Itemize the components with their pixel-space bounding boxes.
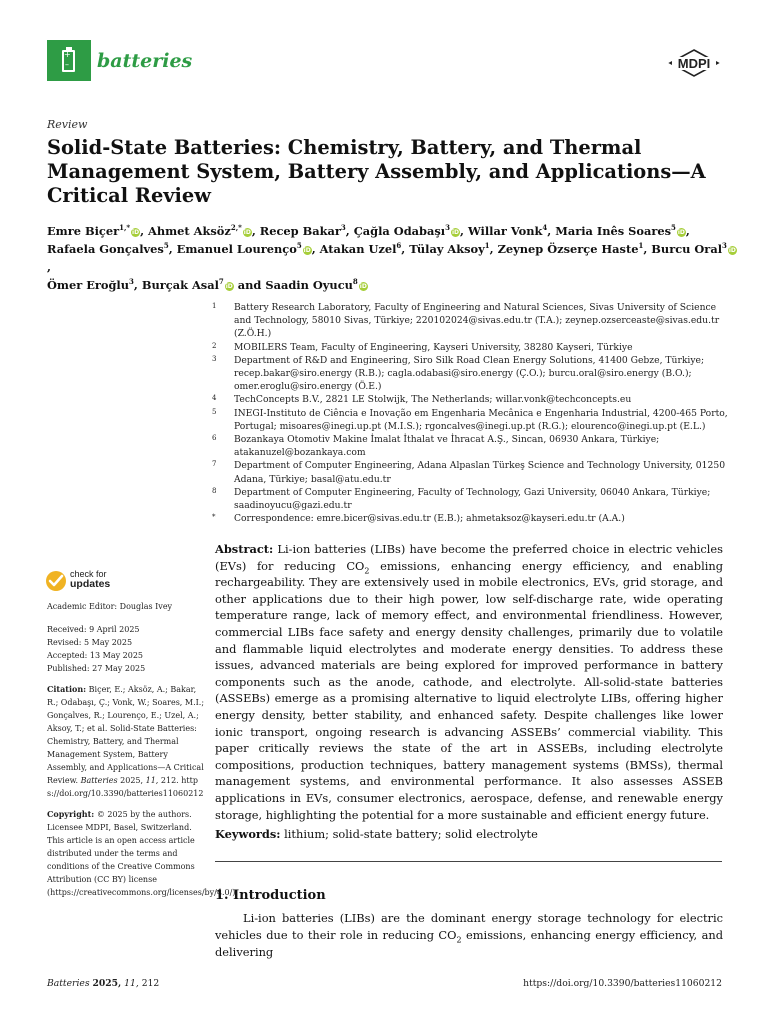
- orcid-icon[interactable]: iD: [243, 229, 251, 236]
- author-separator: ,: [401, 242, 410, 256]
- citation-block: [47, 683, 207, 800]
- author-separator: and: [233, 278, 266, 292]
- author-affiliation-marker: 3: [445, 223, 450, 233]
- affiliation-item: [210, 301, 730, 341]
- intro-subscript: 2: [456, 935, 462, 945]
- author-affiliation-marker: 8: [352, 277, 358, 287]
- author-affiliation-marker: 7: [218, 277, 224, 287]
- mdpi-logo: [666, 48, 722, 78]
- author-separator: ,: [251, 224, 260, 238]
- plus-icon: +: [64, 50, 71, 59]
- footer-volume: 11,: [124, 978, 139, 989]
- author-separator: ,: [345, 224, 354, 238]
- author-name: Atakan Uzel: [319, 242, 397, 256]
- affiliation-number: 7: [212, 460, 217, 469]
- author-affiliation-marker: 4: [542, 223, 548, 233]
- revised-date: Revised: 5 May 2025: [47, 638, 133, 647]
- affiliation-number: *: [212, 513, 216, 522]
- intro-text-1: Li-ion batteries (LIBs) are the dominant energy storage technology for electric vehicles due to their role in reducing CO: [215, 911, 723, 942]
- journal-name: batteries: [97, 50, 193, 72]
- affiliation-list: [210, 301, 730, 525]
- footer-journal: Batteries: [47, 978, 90, 989]
- affiliation-text: INEGI-Instituto de Ciência e Inovação em Engenharia Mecânica e Engenharia Industrial, 4200-465 Porto, Portugal; misoares@inegi.up.pt (M.I.S.); rgoncalves@inegi.up.pt (R.G.); elourenco@inegi.up.pt (E.L.): [234, 407, 728, 432]
- intro-text-2: emissions, enhancing energy efficiency, and delivering: [215, 928, 723, 959]
- affiliation-number: 4: [212, 394, 217, 403]
- academic-editor: Academic Editor: Douglas Ivey: [47, 602, 173, 611]
- author-name: Saadin Oyucu: [265, 278, 353, 292]
- check-label-line2: updates: [70, 578, 111, 590]
- author-separator: ,: [460, 224, 468, 238]
- affiliation-item: [210, 486, 730, 512]
- author-separator: ,: [47, 260, 51, 274]
- author-separator: ,: [547, 224, 556, 238]
- affiliation-item: [210, 433, 730, 459]
- citation-label: Citation:: [47, 684, 87, 694]
- minus-icon: –: [65, 60, 69, 69]
- author-name: Çağla Odabaşı: [353, 224, 446, 238]
- check-label-line1: check for: [70, 569, 107, 579]
- orcid-icon[interactable]: iD: [303, 247, 311, 254]
- author-list: [47, 222, 737, 294]
- author-name: Emre Biçer: [47, 224, 120, 238]
- author-name: Ömer Eroğlu: [47, 278, 130, 292]
- keywords: [215, 826, 723, 842]
- author-name: Willar Vonk: [467, 224, 543, 238]
- footer-citation: [47, 978, 159, 989]
- affiliation-text: Bozankaya Otomotiv Makine İmalat İthalat ve İhracat A.Ş., Sincan, 06930 Ankara, Türkiye; atakanuzel@bozankaya.com: [234, 434, 660, 459]
- citation-doi-link[interactable]: https://doi.org/10.3390/batteries11060212: [47, 776, 204, 798]
- citation-volume: 11,: [145, 776, 159, 785]
- article-type: Review: [47, 118, 88, 131]
- author-separator: ,: [168, 242, 177, 256]
- copyright-text: © 2025 by the authors. Licensee MDPI, Basel, Switzerland. This article is an open access article distributed under the terms and conditions of the Creative Commons Attribution (CC BY) license (https://creativecommons.org/licenses/by/4.0/).: [47, 810, 238, 897]
- author-affiliation-marker: 2,*: [230, 223, 242, 233]
- author-affiliation-marker: 1: [638, 241, 644, 251]
- affiliation-number: 3: [212, 354, 217, 363]
- author-separator: ,: [643, 242, 652, 256]
- section-heading-introduction: 1. Introduction: [215, 888, 326, 903]
- affiliation-item: [210, 393, 730, 406]
- affiliation-item: [210, 512, 730, 525]
- author-affiliation-marker: 5: [296, 241, 302, 251]
- affiliation-item: [210, 407, 730, 433]
- orcid-icon[interactable]: iD: [728, 247, 736, 254]
- copyright-block: [47, 808, 238, 899]
- citation-page: 212.: [160, 776, 179, 785]
- citation-journal: Batteries: [80, 776, 118, 785]
- author-name: Maria Inês Soares: [555, 224, 671, 238]
- author-separator: ,: [489, 242, 498, 256]
- published-date: Published: 27 May 2025: [47, 664, 146, 673]
- affiliation-text: Department of Computer Engineering, Faculty of Technology, Gazi University, 06040 Ankara, Türkiye; saadinoyucu@gazi.edu.tr: [234, 486, 711, 512]
- citation-text: Biçer, E.; Aksöz, A.; Bakar, R.; Odabaşı, Ç.; Vonk, W.; Soares, M.I.; Gonçalves, R.; Lourenço, E.; Uzel, A.; Aksoy, T.; et al. Solid-State Batteries: Chemistry, Battery, and Thermal Management System, Battery Assembly, and Applications—A Critical Review.: [47, 685, 205, 785]
- author-affiliation-marker: 5: [671, 223, 676, 233]
- author-name: Burçak Asal: [141, 278, 219, 292]
- copyright-label: Copyright:: [47, 809, 95, 819]
- affiliation-number: 1: [212, 302, 217, 310]
- author-separator: ,: [133, 278, 142, 292]
- citation-year: 2025,: [120, 776, 144, 785]
- affiliation-text: Battery Research Laboratory, Faculty of Engineering and Natural Sciences, Sivas University of Science and Technology, 58010 Sivas, Türkiye; 220102024@sivas.edu.tr (T.A.); zeynep.ozserceaste@sivas.edu.tr (Z.Ö.H.): [234, 302, 720, 340]
- abstract-text-1: Li-ion batteries (LIBs) have become the preferred choice in electric vehicles (EVs) for reducing CO: [215, 542, 723, 573]
- keywords-text: lithium; solid-state battery; solid electrolyte: [284, 827, 538, 841]
- affiliation-number: 5: [212, 407, 217, 416]
- abstract-text-2: emissions, enhancing energy efficiency, and enabling rechargeability. They are extensively used in mobile electronics, EVs, grid storage, and other applications due to their high power, low self-discharge rate, wide operating temperature range, lack of memory effect, and environmental friendliness. However, commercial LIBs face safety and energy density challenges, primarily due to volatile and flammable liquid electrolytes and moderate energy densities. To address these issues, advanced materials are being explored for improved performance in battery components such as the anode, cathode, and electrolyte. All-solid-state batteries (ASSEBs) emerge as a promising alternative to liquid electrolyte LIBs, offering higher energy density, better stability, and enhanced safety. Despite challenges like lower ionic transport, ongoing research is advancing ASSEBs’ commercial viability. This paper critically reviews the state of the art in ASSEBs, including electrolyte compositions, production techniques, battery management systems (BMSs), thermal management systems, and environmental performance. It also assesses ASSEB applications in EVs, consumer electronics, aerospace, defense, and renewable energy storage, highlighting the potential for a more sustainable and efficient energy future.: [215, 558, 723, 822]
- author-name: Zeynep Özserçe Haste: [497, 242, 639, 256]
- author-name: Ahmet Aksöz: [148, 224, 231, 238]
- footer-year: 2025,: [92, 978, 122, 989]
- journal-logo: [47, 40, 91, 81]
- section-divider: [215, 861, 722, 862]
- author-name: Recep Bakar: [259, 224, 341, 238]
- orcid-icon[interactable]: iD: [451, 229, 460, 236]
- author-name: Burcu Oral: [651, 242, 723, 256]
- author-affiliation-marker: 1,*: [119, 223, 131, 233]
- accepted-date: Accepted: 13 May 2025: [47, 651, 144, 660]
- author-affiliation-marker: 3: [340, 223, 346, 233]
- orcid-icon[interactable]: iD: [225, 283, 233, 290]
- orcid-icon[interactable]: iD: [677, 229, 685, 236]
- affiliation-number: 2: [212, 341, 217, 350]
- mdpi-logo-text: MDPI: [677, 56, 711, 71]
- affiliation-item: [210, 459, 730, 485]
- affiliation-text: Department of R&D and Engineering, Siro Silk Road Clean Energy Solutions, 41400 Gebze, Türkiye; recep.bakar@siro.energy (R.B.); cagla.odabasi@siro.energy (Ç.O.); burcu.oral@siro.energy (B.O.); omer.eroglu@siro.energy (Ö.E.): [234, 354, 705, 393]
- author-separator: ,: [140, 224, 148, 238]
- affiliation-number: 8: [212, 486, 217, 495]
- received-date: Received: 9 April 2025: [47, 625, 140, 634]
- orcid-icon[interactable]: iD: [132, 229, 140, 236]
- author-separator: ,: [685, 224, 690, 238]
- author-affiliation-marker: 3: [722, 241, 727, 251]
- author-separator: ,: [311, 242, 320, 256]
- abstract-label: Abstract:: [215, 542, 274, 556]
- orcid-icon[interactable]: iD: [359, 283, 367, 290]
- author-affiliation-marker: 1: [484, 241, 490, 251]
- article-title: Solid-State Batteries: Chemistry, Battery, and Thermal Management System, Battery Assembly, and Applications—A Critical Review: [47, 136, 706, 207]
- footer-doi-link[interactable]: https://doi.org/10.3390/batteries11060212: [523, 978, 722, 989]
- affiliation-text: MOBILERS Team, Faculty of Engineering, Kayseri University, 38280 Kayseri, Türkiye: [234, 341, 633, 353]
- affiliation-text: Correspondence: emre.bicer@sivas.edu.tr (E.B.); ahmetaksoz@kayseri.edu.tr (A.A.): [234, 513, 625, 525]
- author-name: Tülay Aksoy: [409, 242, 485, 256]
- article-info-sidebar: [47, 600, 238, 899]
- affiliation-item: [210, 354, 730, 394]
- author-name: Emanuel Lourenço: [176, 242, 297, 256]
- author-affiliation-marker: 5: [163, 241, 169, 251]
- keywords-label: Keywords:: [215, 827, 281, 841]
- abstract-subscript: 2: [364, 565, 370, 575]
- affiliation-item: [210, 341, 730, 354]
- check-for-updates-icon[interactable]: [45, 570, 67, 592]
- author-name: Rafaela Gonçalves: [47, 242, 164, 256]
- author-affiliation-marker: 3: [129, 277, 134, 287]
- affiliation-number: 6: [212, 434, 217, 443]
- affiliation-text: TechConcepts B.V., 2821 LE Stolwijk, The Netherlands; willar.vonk@techconcepts.eu: [234, 394, 632, 406]
- abstract: [215, 541, 723, 823]
- footer-page: 212: [141, 978, 160, 989]
- author-affiliation-marker: 6: [396, 241, 402, 251]
- check-for-updates-link[interactable]: [70, 570, 110, 590]
- introduction-paragraph: [215, 910, 723, 961]
- affiliation-text: Department of Computer Engineering, Adana Alpaslan Türkeş Science and Technology University, 01250 Adana, Türkiye; basal@atu.edu.tr: [234, 460, 726, 485]
